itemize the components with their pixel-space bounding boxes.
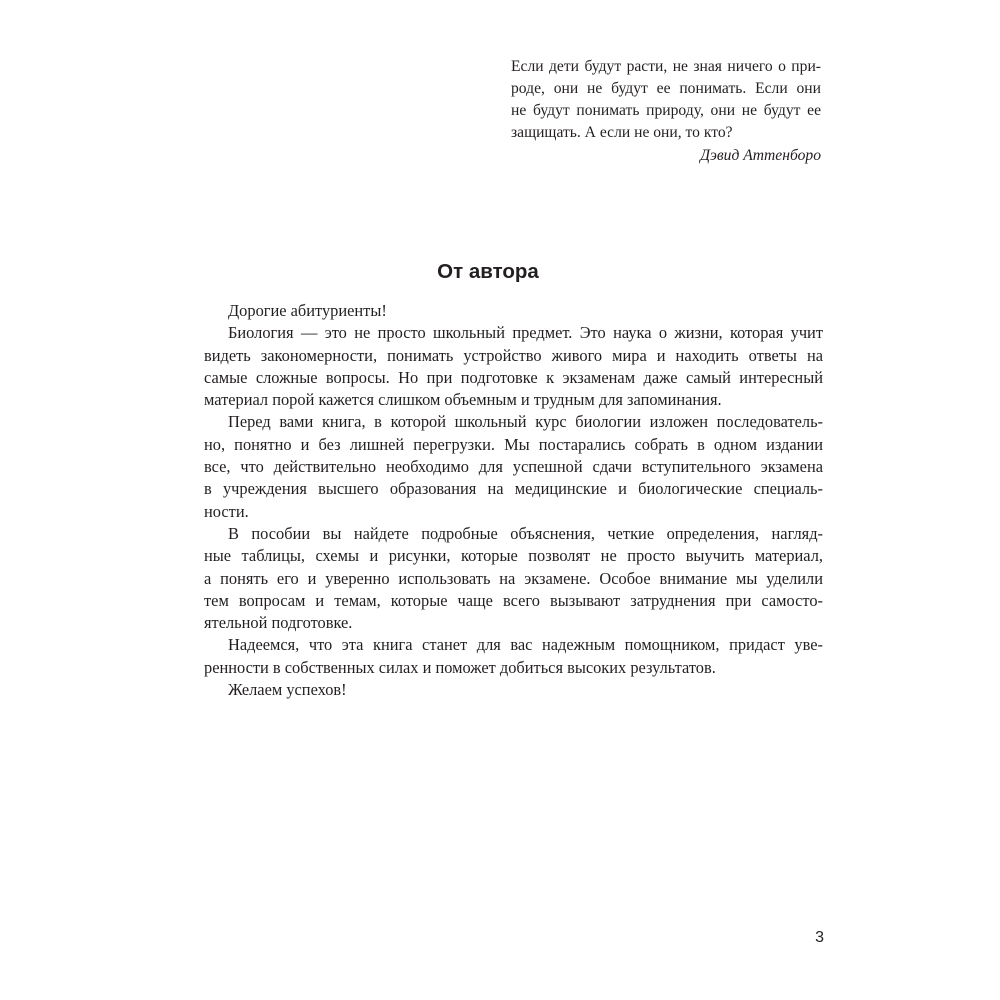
paragraph-wishes [180,679,823,701]
text-line: Перед вами книга, в которой школьный курс биологии изложен последователь- [228,412,823,432]
epigraph [511,56,821,167]
epigraph-line: роде, они не будут ее понимать. Если они [511,80,821,97]
text-line: но, понятно и без лишней перегрузки. Мы постарались собрать в одном издании [204,434,823,454]
text-line: Дорогие абитуриенты! [228,301,387,320]
text-line: в учреждения высшего образования на медицинские и биологические специаль- [204,479,823,499]
text-line: видеть закономерности, понимать устройство живого мира и находить ответы на [204,345,823,365]
text-line: тем вопросам и темам, которые чаще всего вызывают затруднения при самосто- [204,590,823,610]
text-line: все, что действительно необходимо для успешной сдачи вступительного экзамена [204,457,823,477]
text-line: Биология — это не просто школьный предмет. Это наука о жизни, которая учит [228,323,823,343]
text-line: ятельной подготовке. [204,613,353,633]
text-line: Желаем успехов! [228,680,347,700]
text-line: Надеемся, что эта книга станет для вас надежным помощником, придаст уве- [228,635,823,655]
text-line: материал порой кажется слишком объемным и трудным для запоминания. [204,390,722,410]
paragraph-book [180,411,823,522]
epigraph-author: Дэвид Аттенборо [700,147,821,164]
paragraph-greeting [180,300,823,322]
paragraph-biology [180,322,823,411]
body-text [180,300,823,701]
paragraph-contents [180,523,823,634]
epigraph-line: Если дети будут расти, не зная ничего о при- [511,58,821,75]
text-line: ренности в собственных силах и поможет добиться высоких результатов. [204,657,716,677]
text-line: ные таблицы, схемы и рисунки, которые позволят не просто выучить материал, [204,546,823,566]
paragraph-hope [180,634,823,679]
text-line: В пособии вы найдете подробные объяснения, четкие определения, нагляд- [228,523,823,543]
page-title: От автора [437,260,539,283]
text-line: а понять его и уверенно использовать на экзамене. Особое внимание мы уделили [204,568,823,588]
epigraph-line: защищать. А если не они, то кто? [511,124,733,141]
text-line: ности. [204,501,249,521]
page-number: 3 [815,929,824,946]
text-line: самые сложные вопросы. Но при подготовке к экзаменам даже самый интересный [204,367,823,387]
epigraph-line: не будут понимать природу, они не будут ее [511,102,821,119]
